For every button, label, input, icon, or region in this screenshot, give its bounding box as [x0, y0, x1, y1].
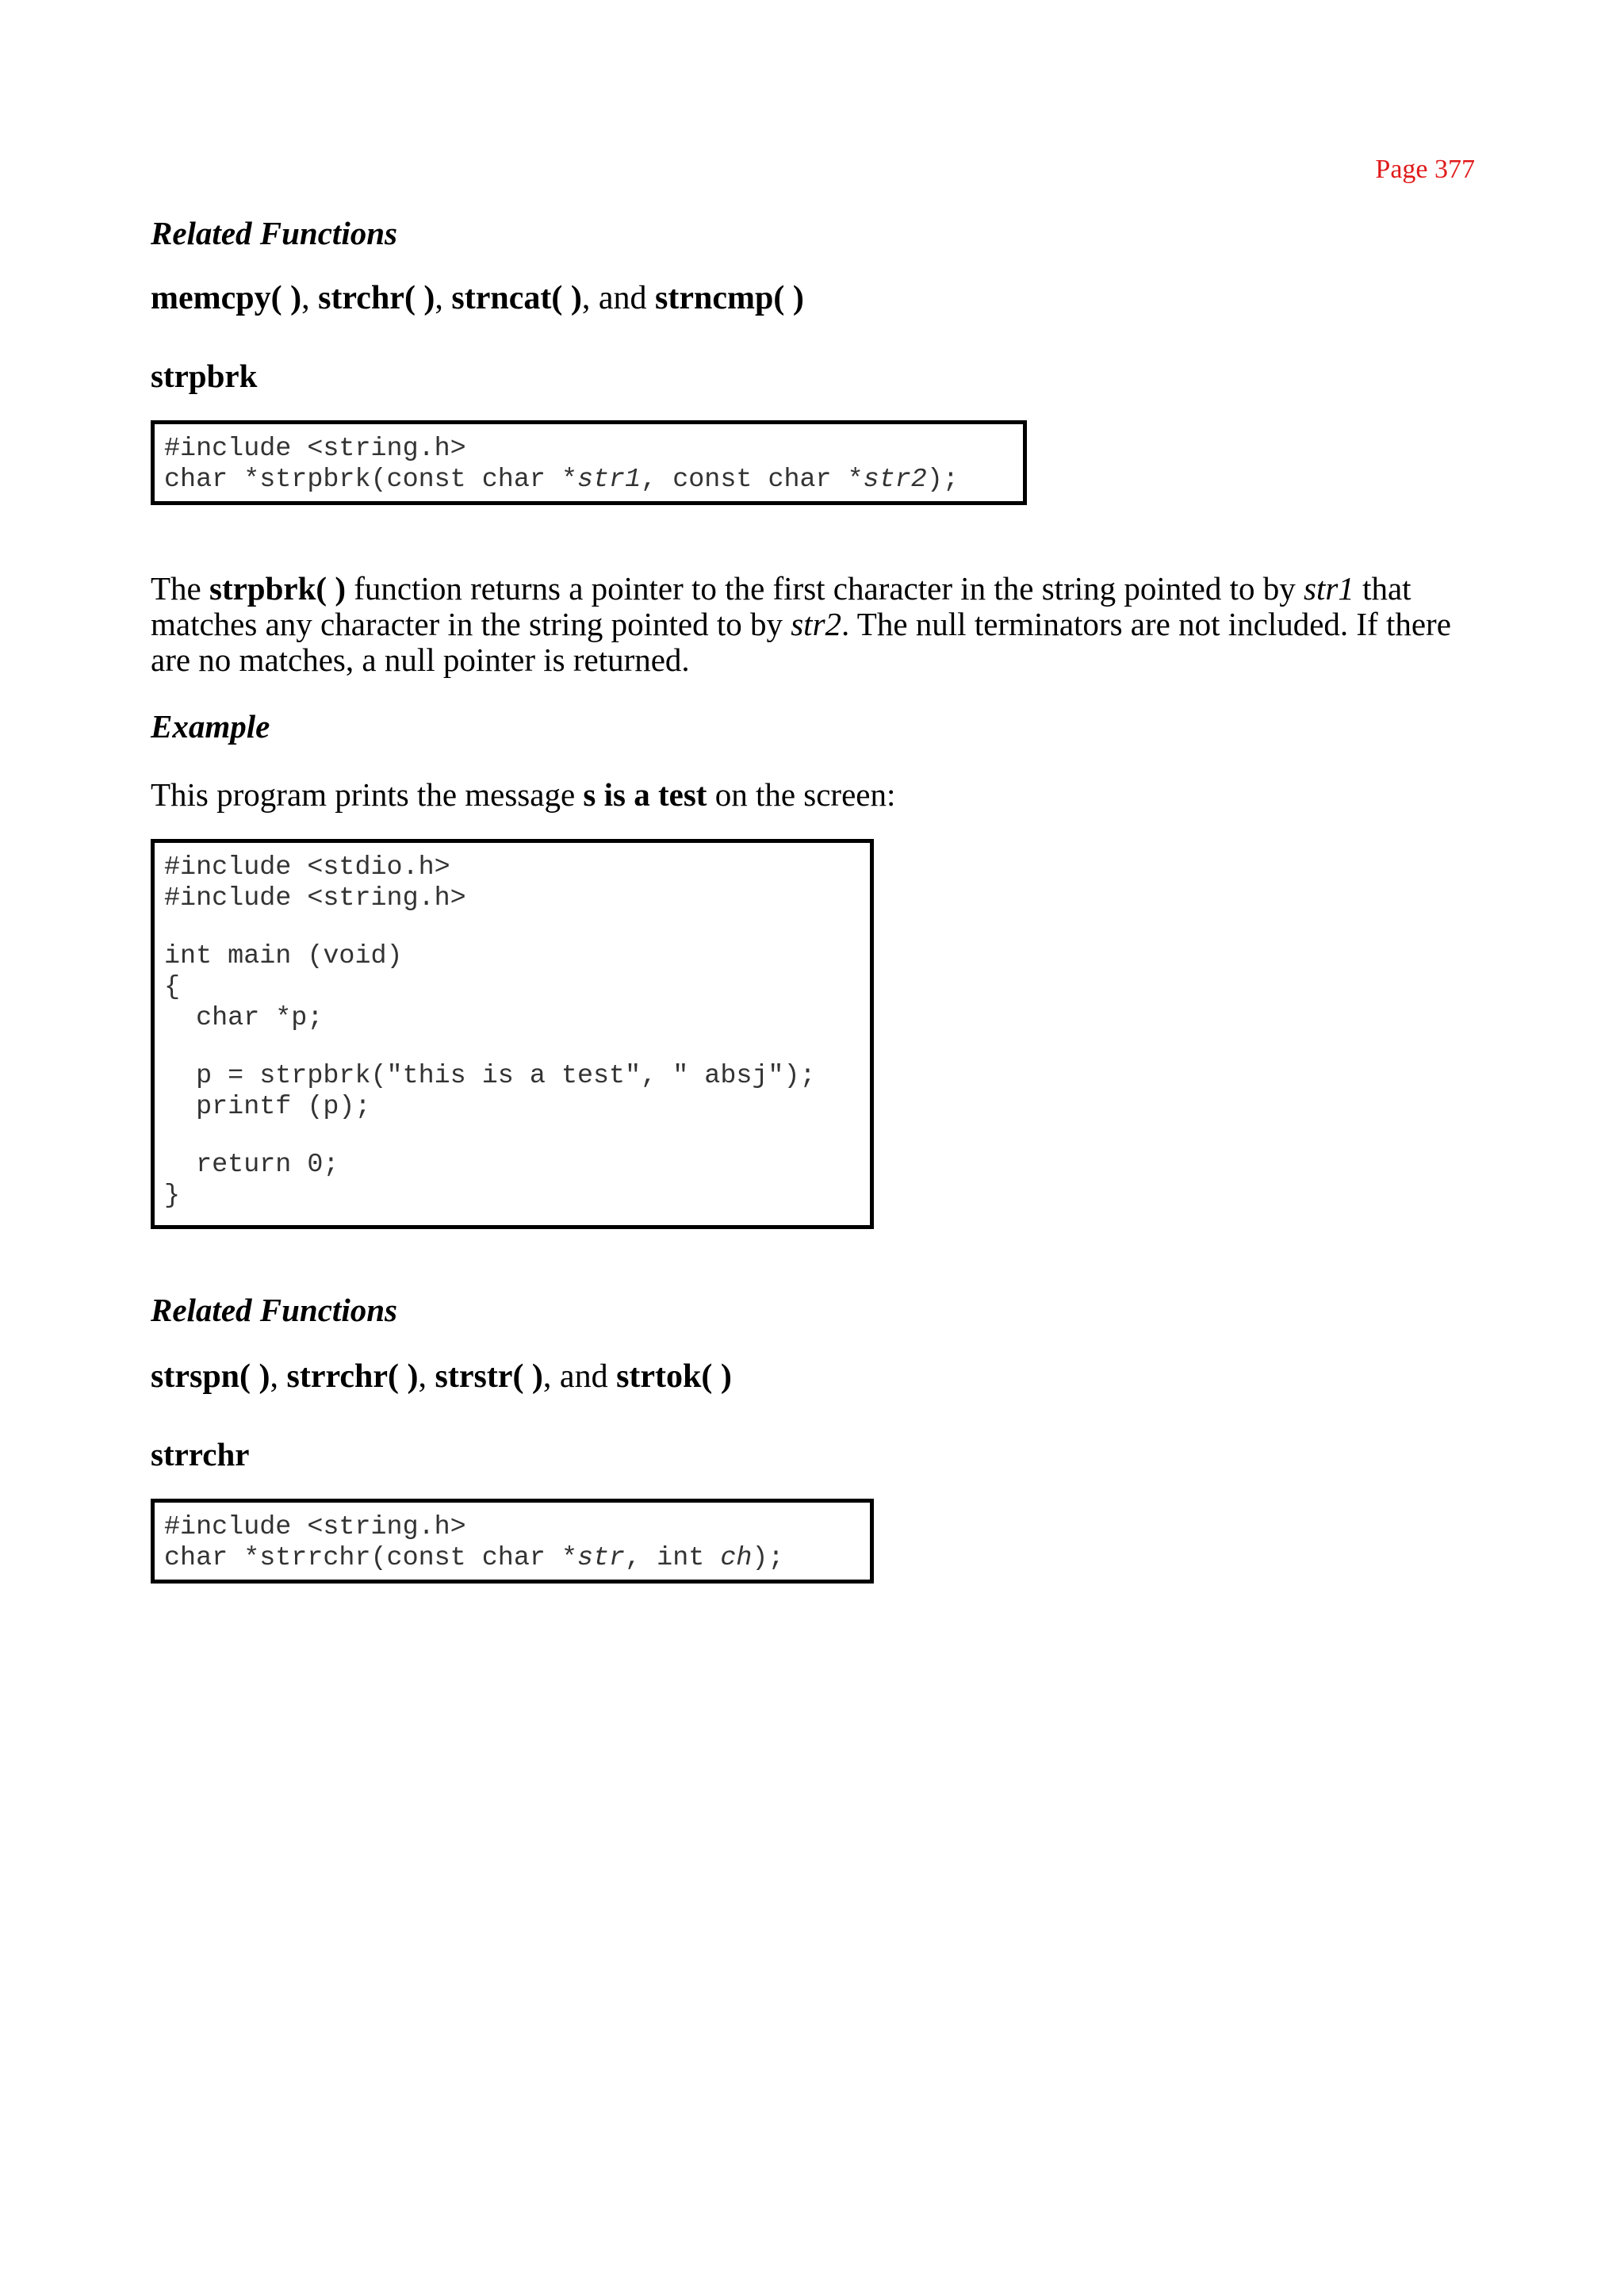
code-line: char *strpbrk(const char *str1, const char *str2);	[164, 465, 959, 495]
function-ref: memcpy( )	[151, 280, 302, 316]
code-blank-line	[164, 1123, 870, 1150]
page-number: Page 377	[1375, 155, 1475, 184]
function-ref: strrchr( )	[286, 1358, 419, 1395]
code-line: char *p;	[164, 1003, 324, 1033]
code-blank-line	[164, 1034, 870, 1061]
code-blank-line	[164, 914, 870, 941]
description-strpbrk: The strpbrk( ) function returns a pointer to the first character in the string pointed to by str1 that matches any character in the string pointed to by str2. The null terminators are not included. If there are no matches, a null pointer is returned.	[151, 570, 1451, 678]
related-functions-list: strspn( ), strrchr( ), strstr( ), and strtok( )	[151, 1358, 732, 1395]
code-line: {	[164, 972, 181, 1002]
code-line: printf (p);	[164, 1092, 371, 1122]
function-title-strrchr: strrchr	[151, 1436, 250, 1473]
code-line: #include <string.h>	[164, 883, 466, 913]
function-ref: strncat( )	[451, 280, 582, 316]
function-ref: strstr( )	[435, 1358, 543, 1395]
function-ref: strtok( )	[616, 1358, 732, 1395]
code-line: #include <string.h>	[164, 434, 466, 464]
code-line: #include <string.h>	[164, 1512, 466, 1542]
function-title-strpbrk: strpbrk	[151, 358, 258, 394]
related-functions-heading: Related Functions	[151, 1292, 397, 1328]
example-intro: This program prints the message s is a test on the screen:	[151, 776, 896, 813]
prototype-box-strpbrk	[151, 420, 1027, 505]
code-line: p = strpbrk("this is a test", " absj");	[164, 1061, 816, 1091]
related-functions-list: memcpy( ), strchr( ), strncat( ), and strncmp( )	[151, 280, 804, 316]
function-ref: strspn( )	[151, 1358, 270, 1395]
code-line: int main (void)	[164, 941, 403, 971]
code-line: }	[164, 1181, 181, 1211]
related-functions-heading: Related Functions	[151, 215, 397, 251]
example-code-box	[151, 839, 874, 1229]
example-heading: Example	[151, 708, 270, 745]
prototype-box-strrchr	[151, 1499, 874, 1584]
code-line: #include <stdio.h>	[164, 852, 450, 883]
code-line: return 0;	[164, 1150, 339, 1180]
function-ref: strncmp( )	[655, 280, 804, 316]
function-ref: strchr( )	[318, 280, 435, 316]
code-line: char *strrchr(const char *str, int ch);	[164, 1543, 784, 1573]
